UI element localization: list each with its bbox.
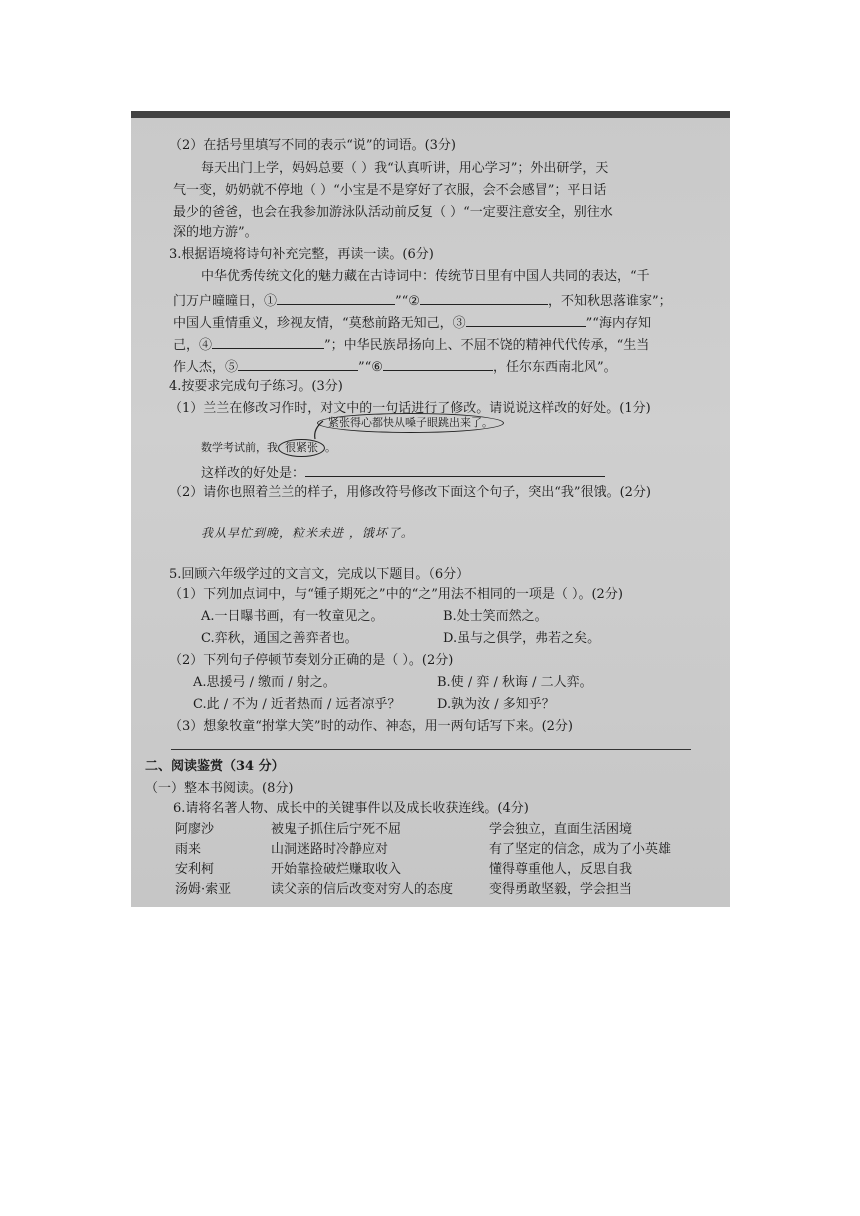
revision-mark-line [309,419,329,441]
event-3[interactable]: 开始靠捡破烂赚取收入 [271,862,402,877]
benefit-answer-line[interactable] [305,463,605,477]
q5-option-c: C.弈秋，通国之善弈者也。 [201,631,358,646]
person-3[interactable]: 安利柯 [175,862,215,877]
part2-s1: （一）整本书阅读。(8分) [145,781,294,796]
q4-sub2: （2）请你也照着兰兰的样子，用修改符号修改下面这个句子，突出“我”很饿。(2分) [169,485,651,500]
gain-1[interactable]: 学会独立，直面生活困境 [489,822,633,837]
q5-option-d2: D.孰为汝 / 多知乎？ [437,697,555,712]
q3-line-1: 中华优秀传统文化的魅力藏在古诗词中：传统节日里有中国人共同的表达，“千 [201,269,650,284]
q5-sub1: （1）下列加点词中，与“锺子期死之”中的“之”用法不相同的一项是（ ）。(2分) [169,587,623,602]
q5-option-a: A.一日曝书画，有一牧童见之。 [201,609,384,624]
event-4[interactable]: 读父亲的信后改变对穷人的态度 [271,882,454,897]
q3-line-5: 作人杰，⑤ ”“⑥ ，任尔东西南北风”。 [173,357,617,376]
q3-line-3: 中国人重情重义，珍视友情，“莫愁前路无知己，③ ”“海内存知 [173,313,651,332]
person-1[interactable]: 阿廖沙 [175,822,215,837]
answer-blank-5[interactable] [238,357,358,371]
q6-title: 6.请将名著人物、成长中的关键事件以及成长收获连线。(4分) [173,801,529,816]
q5-title: 5.回顾六年级学过的文言文，完成以下题目。（6分） [169,567,470,582]
q5-option-b2: B.使 / 弈 / 秋诲 / 二人弈。 [437,675,593,690]
q5-option-d: D.虽与之俱学，弗若之矣。 [443,631,601,646]
q5-option-a2: A.思援弓 / 缴而 / 射之。 [193,675,336,690]
q2-line-3: 最少的爸爸，也会在我参加游泳队活动前反复（ ）“一定要注意安全，别往水 [173,205,613,220]
answer-blank-1[interactable] [277,291,395,305]
person-2[interactable]: 雨来 [175,842,202,857]
q4-title: 4.按要求完成句子练习。(3分) [169,379,343,394]
part2-title: 二、阅读鉴赏（34 分） [145,759,285,774]
answer-blank-4[interactable] [212,335,324,349]
gain-4[interactable]: 变得勇敢坚毅，学会担当 [489,882,633,897]
insertion-bubble: 紧张得心都快从嗓子眼跳出来了。 [317,413,504,433]
event-2[interactable]: 山洞迷路时冷静应对 [271,842,389,857]
q5-sub3: （3）想象牧童“拊掌大笑”时的动作、神态，用一两句话写下来。(2分) [169,719,573,734]
circled-phrase: 很紧张 [278,439,325,457]
answer-blank-2[interactable] [420,291,548,305]
answer-blank-6[interactable] [383,357,493,371]
original-sentence: 数学考试前，我 很紧张 。 [201,439,336,457]
q2-line-2: 气一变，奶奶就不停地（ ）“小宝是不是穿好了衣服，会不会感冒”；平日话 [173,183,607,198]
q2-title: （2）在括号里填写不同的表示“说”的词语。(3分) [169,138,456,153]
q2-line-4: 深的地方游”。 [173,225,258,240]
q3-line-2: 门万户曈曈日，① ”“② ，不知秋思落谁家”； [173,291,672,310]
q3-line-4: 己，④ ”；中华民族昂扬向上、不屈不饶的精神代代传承，“生当 [173,335,649,354]
handwritten-sentence: 我从早忙到晚，粒米未进 ，饿坏了。 [201,526,414,540]
answer-blank-3[interactable] [466,313,586,327]
scanned-exam-page [131,111,730,907]
q5-option-c2: C.此 / 不为 / 近者热而 / 远者凉乎？ [193,697,401,712]
gain-2[interactable]: 有了坚定的信念，成为了小英雄 [489,842,672,857]
q3-title: 3.根据语境将诗句补充完整，再读一读。(6分) [169,247,434,262]
q2-line-1: 每天出门上学，妈妈总要（ ）我“认真听讲，用心学习”；外出研学，天 [201,161,609,176]
event-1[interactable]: 被鬼子抓住后宁死不屈 [271,822,402,837]
q5-sub2: （2）下列句子停顿节奏划分正确的是（ ）。(2分) [169,653,454,668]
gain-3[interactable]: 懂得尊重他人，反思自我 [489,862,633,877]
q4-sub1: （1）兰兰在修改习作时，对文中的一句话进行了修改。请说说这样改的好处。(1分) [169,401,651,416]
person-4[interactable]: 汤姆·索亚 [175,882,232,897]
section-divider [171,749,691,750]
q5-option-b: B.处士笑而然之。 [443,609,548,624]
q4-benefit: 这样改的好处是： [201,463,605,482]
